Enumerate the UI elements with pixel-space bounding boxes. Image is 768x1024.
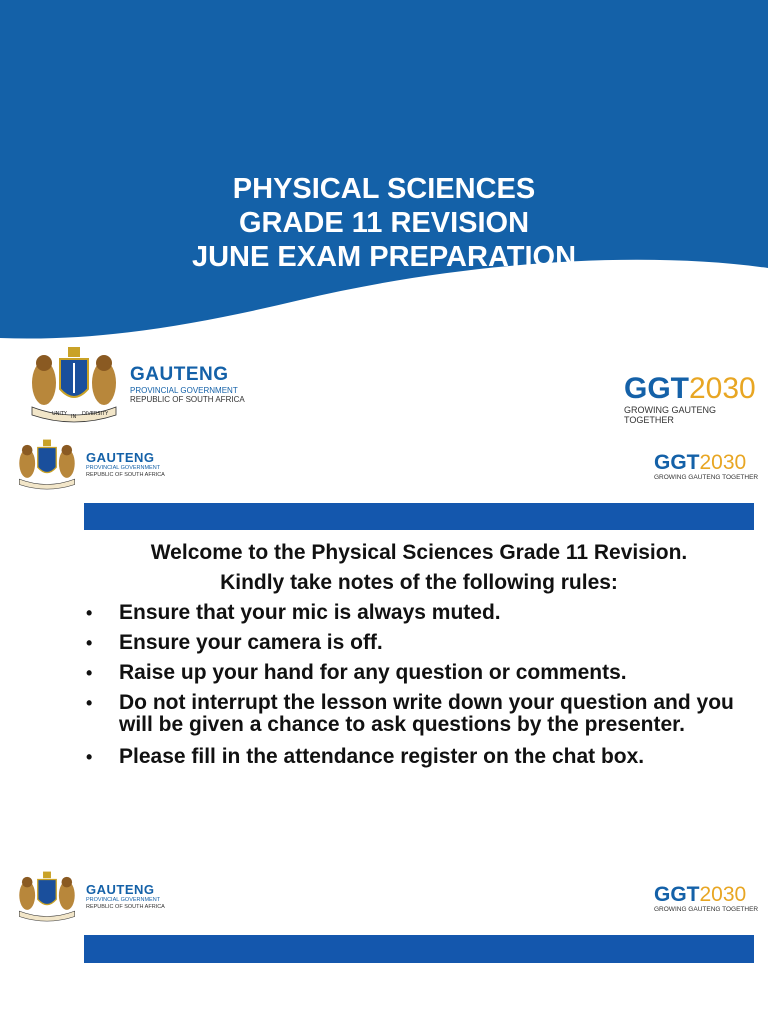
rule-item <box>84 742 754 772</box>
title-line: GRADE 11 REVISION <box>238 207 530 239</box>
rule-item <box>84 658 754 688</box>
gauteng-subtitle: PROVINCIAL GOVERNMENT <box>130 385 238 395</box>
rules-intro-line: Kindly take notes of the following rules: <box>220 571 618 594</box>
bullet-icon: • <box>86 693 93 713</box>
logo-row-secondary <box>0 438 768 494</box>
gauteng-subtitle: PROVINCIAL GOVERNMENT <box>86 465 161 472</box>
rule-text: Do not interrupt the lesson write down your question and you will be given a chance to ask questions by the presenter. <box>119 691 734 736</box>
gauteng-country: REPUBLIC OF SOUTH AFRICA <box>86 903 165 910</box>
gauteng-coat-of-arms-icon <box>14 438 80 490</box>
rule-text: Raise up your hand for any question or comments. <box>119 661 627 684</box>
bullet-icon: • <box>86 633 93 653</box>
bullet-icon: • <box>86 663 93 683</box>
welcome-rules <box>84 538 754 772</box>
title-line: PHYSICAL SCIENCES <box>232 173 536 205</box>
gauteng-logo-text <box>130 364 245 404</box>
gauteng-logo <box>14 870 165 922</box>
crest-motto-text: DIVERSITY <box>82 411 109 417</box>
ggt-year: 2030 <box>699 451 747 474</box>
ggt-letters: GGT <box>654 451 700 474</box>
ggt2030-logo <box>654 452 758 481</box>
crest-motto-text: UNITY <box>52 411 67 417</box>
rule-item <box>84 688 754 742</box>
ggt2030-logo <box>624 373 768 425</box>
gauteng-coat-of-arms-icon <box>14 870 80 922</box>
logo-row-footer <box>0 870 768 926</box>
ggt2030-mark <box>624 373 768 405</box>
title-line: JUNE EXAM PREPARATION <box>191 241 577 273</box>
gauteng-logo <box>24 345 245 423</box>
gauteng-name: GAUTENG <box>130 363 229 385</box>
footer-bar <box>84 935 754 963</box>
ggt-letters: GGT <box>624 372 689 405</box>
gauteng-country: REPUBLIC OF SOUTH AFRICA <box>130 395 245 404</box>
ggt-year: 2030 <box>689 372 756 405</box>
slide-divider-bar <box>84 503 754 530</box>
rule-text: Ensure your camera is off. <box>119 631 383 654</box>
rule-item <box>84 628 754 658</box>
rule-item <box>84 598 754 628</box>
bullet-icon: • <box>86 747 93 767</box>
gauteng-coat-of-arms-icon <box>24 345 124 423</box>
gauteng-country: REPUBLIC OF SOUTH AFRICA <box>86 471 165 478</box>
welcome-line: Welcome to the Physical Sciences Grade 11 Revision. <box>150 541 688 564</box>
ggt-tagline: GROWING GAUTENG TOGETHER <box>624 405 716 425</box>
gauteng-logo <box>14 438 165 490</box>
ggt2030-logo <box>654 884 758 913</box>
rules-list <box>84 598 754 772</box>
gauteng-name: GAUTENG <box>86 882 155 898</box>
crest-motto-text: IN <box>71 414 77 420</box>
gauteng-logo-text <box>86 882 165 910</box>
rule-text: Please fill in the attendance register on the chat box. <box>119 745 645 768</box>
gauteng-name: GAUTENG <box>86 450 155 466</box>
rule-text: Ensure that your mic is always muted. <box>119 601 501 624</box>
logo-row-primary <box>0 345 768 425</box>
ggt-year: 2030 <box>699 883 747 906</box>
ggt2030-mark <box>654 452 758 474</box>
ggt-tagline: GROWING GAUTENG TOGETHER <box>654 906 759 913</box>
bullet-icon: • <box>86 603 93 623</box>
gauteng-subtitle: PROVINCIAL GOVERNMENT <box>86 897 161 904</box>
ggt-letters: GGT <box>654 883 700 906</box>
gauteng-logo-text <box>86 450 165 478</box>
ggt2030-mark <box>654 884 758 906</box>
ggt-tagline: GROWING GAUTENG TOGETHER <box>654 474 759 481</box>
slide-title <box>0 172 768 274</box>
